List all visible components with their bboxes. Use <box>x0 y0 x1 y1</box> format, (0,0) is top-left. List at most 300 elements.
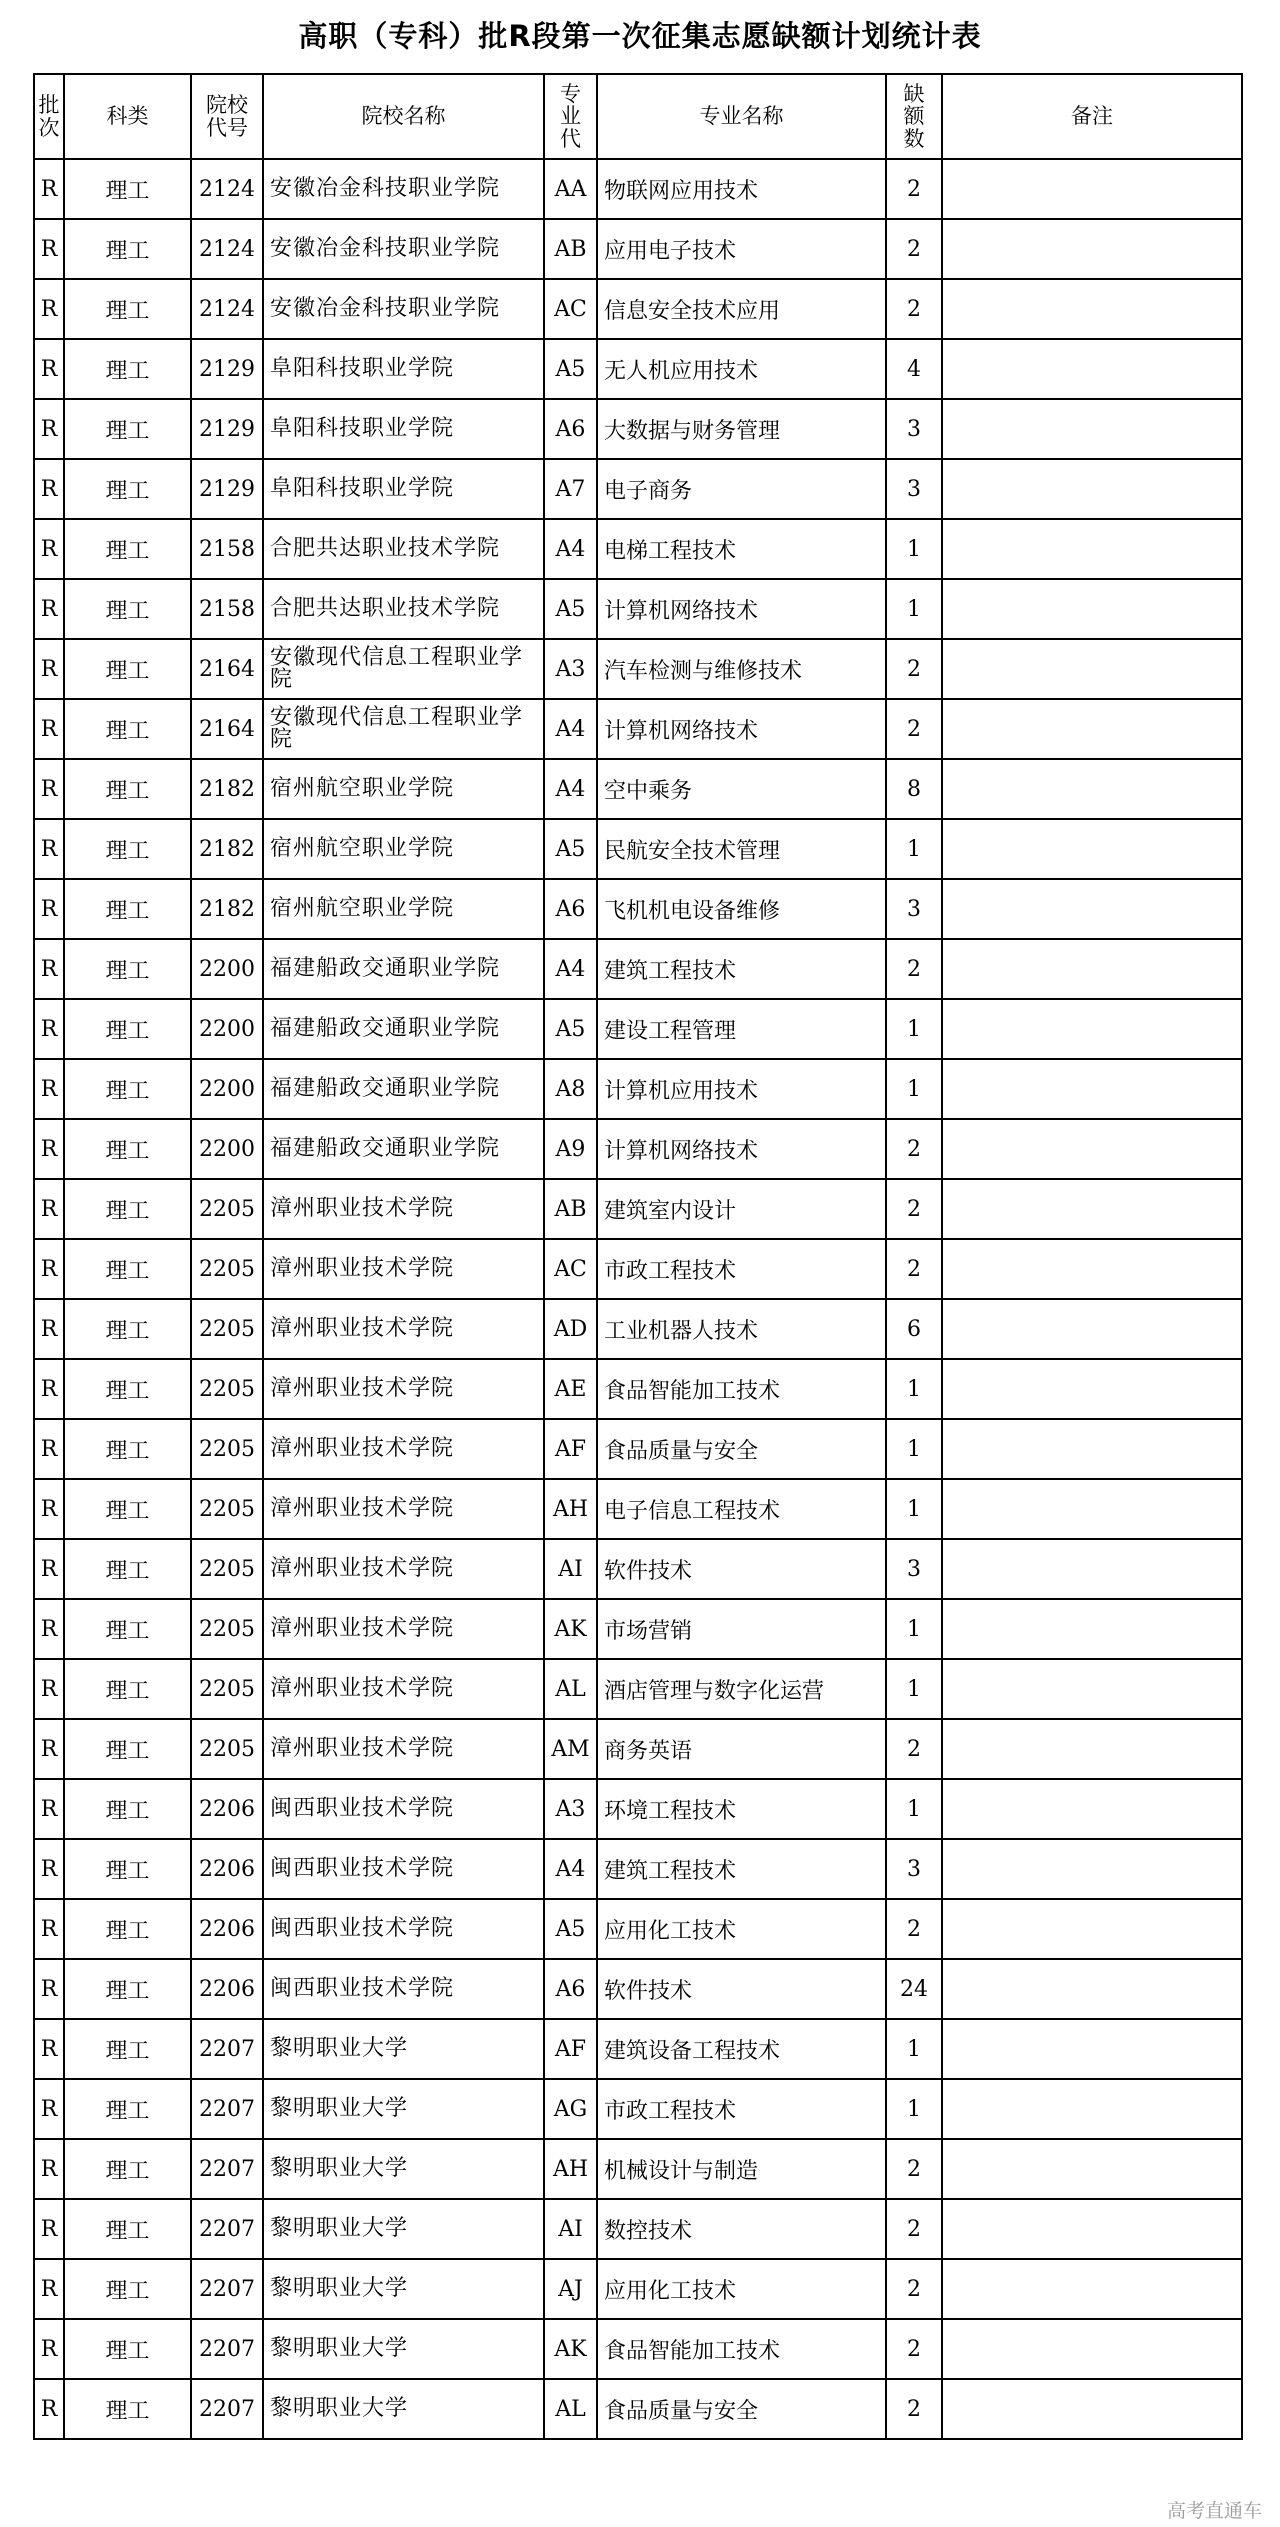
cell-school-code: 2182 <box>191 759 263 819</box>
cell-major-name: 建筑室内设计 <box>597 1179 886 1239</box>
cell-school-name: 福建船政交通职业学院 <box>263 1119 544 1179</box>
cell-batch: R <box>34 2079 64 2139</box>
cell-category: 理工 <box>64 579 191 639</box>
cell-major-code: AL <box>544 2379 597 2439</box>
cell-vacancies: 2 <box>886 2319 942 2379</box>
cell-major-name: 市场营销 <box>597 1599 886 1659</box>
cell-school-name: 漳州职业技术学院 <box>263 1359 544 1419</box>
vacancy-table <box>33 73 1243 2440</box>
cell-major-name: 电子信息工程技术 <box>597 1479 886 1539</box>
cell-major-code: A7 <box>544 459 597 519</box>
cell-school-name: 合肥共达职业技术学院 <box>263 579 544 639</box>
table-row <box>34 1839 1242 1899</box>
cell-major-name: 商务英语 <box>597 1719 886 1779</box>
cell-remarks <box>942 2259 1242 2319</box>
cell-school-name: 合肥共达职业技术学院 <box>263 519 544 579</box>
cell-remarks <box>942 759 1242 819</box>
cell-batch: R <box>34 1299 64 1359</box>
cell-major-code: AK <box>544 2319 597 2379</box>
cell-major-name: 计算机网络技术 <box>597 699 886 759</box>
header-category: 科类 <box>64 74 191 159</box>
header-school-code: 院校 代号 <box>191 74 263 159</box>
cell-school-code: 2205 <box>191 1299 263 1359</box>
cell-major-name: 软件技术 <box>597 1959 886 2019</box>
table-row <box>34 819 1242 879</box>
cell-category: 理工 <box>64 1119 191 1179</box>
cell-school-code: 2200 <box>191 1059 263 1119</box>
cell-school-code: 2129 <box>191 399 263 459</box>
cell-school-name: 闽西职业技术学院 <box>263 1899 544 1959</box>
cell-batch: R <box>34 159 64 219</box>
cell-school-name: 黎明职业大学 <box>263 2319 544 2379</box>
cell-remarks <box>942 399 1242 459</box>
cell-major-code: A9 <box>544 1119 597 1179</box>
cell-vacancies: 4 <box>886 339 942 399</box>
cell-vacancies: 2 <box>886 219 942 279</box>
cell-school-code: 2200 <box>191 999 263 1059</box>
cell-school-name: 宿州航空职业学院 <box>263 879 544 939</box>
cell-major-code: AC <box>544 1239 597 1299</box>
cell-remarks <box>942 519 1242 579</box>
cell-major-name: 酒店管理与数字化运营 <box>597 1659 886 1719</box>
cell-batch: R <box>34 2019 64 2079</box>
cell-category: 理工 <box>64 1059 191 1119</box>
cell-vacancies: 2 <box>886 279 942 339</box>
cell-batch: R <box>34 399 64 459</box>
cell-category: 理工 <box>64 639 191 699</box>
cell-remarks <box>942 819 1242 879</box>
cell-category: 理工 <box>64 699 191 759</box>
cell-batch: R <box>34 459 64 519</box>
cell-batch: R <box>34 819 64 879</box>
cell-batch: R <box>34 1539 64 1599</box>
cell-remarks <box>942 1539 1242 1599</box>
cell-school-name: 黎明职业大学 <box>263 2019 544 2079</box>
cell-major-name: 建筑设备工程技术 <box>597 2019 886 2079</box>
table-row <box>34 579 1242 639</box>
cell-school-name: 漳州职业技术学院 <box>263 1539 544 1599</box>
cell-major-name: 计算机网络技术 <box>597 1119 886 1179</box>
cell-school-code: 2182 <box>191 879 263 939</box>
cell-category: 理工 <box>64 879 191 939</box>
table-row <box>34 1719 1242 1779</box>
cell-school-code: 2129 <box>191 459 263 519</box>
cell-vacancies: 1 <box>886 519 942 579</box>
table-row <box>34 2319 1242 2379</box>
table-row <box>34 699 1242 759</box>
cell-batch: R <box>34 939 64 999</box>
cell-batch: R <box>34 699 64 759</box>
table-row <box>34 879 1242 939</box>
cell-school-code: 2206 <box>191 1899 263 1959</box>
cell-major-name: 计算机应用技术 <box>597 1059 886 1119</box>
cell-batch: R <box>34 279 64 339</box>
cell-category: 理工 <box>64 819 191 879</box>
cell-vacancies: 2 <box>886 2259 942 2319</box>
cell-school-code: 2206 <box>191 1839 263 1899</box>
cell-vacancies: 1 <box>886 999 942 1059</box>
cell-remarks <box>942 1599 1242 1659</box>
cell-major-code: A5 <box>544 339 597 399</box>
cell-remarks <box>942 1719 1242 1779</box>
cell-major-code: AG <box>544 2079 597 2139</box>
cell-major-name: 信息安全技术应用 <box>597 279 886 339</box>
cell-major-name: 电梯工程技术 <box>597 519 886 579</box>
cell-batch: R <box>34 999 64 1059</box>
cell-vacancies: 1 <box>886 2079 942 2139</box>
cell-category: 理工 <box>64 1899 191 1959</box>
cell-vacancies: 1 <box>886 2019 942 2079</box>
cell-vacancies: 2 <box>886 1239 942 1299</box>
header-major-name: 专业名称 <box>597 74 886 159</box>
cell-major-name: 数控技术 <box>597 2199 886 2259</box>
cell-vacancies: 2 <box>886 1899 942 1959</box>
cell-major-code: AH <box>544 1479 597 1539</box>
cell-category: 理工 <box>64 219 191 279</box>
header-school-name: 院校名称 <box>263 74 544 159</box>
cell-category: 理工 <box>64 1719 191 1779</box>
cell-remarks <box>942 459 1242 519</box>
table-row <box>34 1359 1242 1419</box>
cell-remarks <box>942 159 1242 219</box>
cell-vacancies: 3 <box>886 1539 942 1599</box>
cell-school-code: 2205 <box>191 1539 263 1599</box>
cell-remarks <box>942 879 1242 939</box>
cell-vacancies: 24 <box>886 1959 942 2019</box>
cell-school-name: 漳州职业技术学院 <box>263 1239 544 1299</box>
cell-vacancies: 1 <box>886 579 942 639</box>
cell-remarks <box>942 1779 1242 1839</box>
cell-school-code: 2182 <box>191 819 263 879</box>
table-row <box>34 1059 1242 1119</box>
cell-major-code: A4 <box>544 939 597 999</box>
cell-vacancies: 2 <box>886 2379 942 2439</box>
cell-vacancies: 3 <box>886 399 942 459</box>
cell-major-name: 电子商务 <box>597 459 886 519</box>
cell-vacancies: 1 <box>886 819 942 879</box>
cell-category: 理工 <box>64 2379 191 2439</box>
cell-school-name: 漳州职业技术学院 <box>263 1479 544 1539</box>
cell-category: 理工 <box>64 1599 191 1659</box>
cell-major-name: 计算机网络技术 <box>597 579 886 639</box>
cell-school-name: 福建船政交通职业学院 <box>263 999 544 1059</box>
cell-major-name: 软件技术 <box>597 1539 886 1599</box>
cell-vacancies: 2 <box>886 2139 942 2199</box>
cell-remarks <box>942 2019 1242 2079</box>
table-row <box>34 1299 1242 1359</box>
cell-vacancies: 1 <box>886 1059 942 1119</box>
cell-category: 理工 <box>64 1419 191 1479</box>
cell-batch: R <box>34 1659 64 1719</box>
cell-school-code: 2158 <box>191 519 263 579</box>
table-row <box>34 1599 1242 1659</box>
cell-batch: R <box>34 2379 64 2439</box>
cell-category: 理工 <box>64 519 191 579</box>
cell-major-code: AE <box>544 1359 597 1419</box>
cell-remarks <box>942 579 1242 639</box>
cell-school-code: 2200 <box>191 939 263 999</box>
cell-major-code: AD <box>544 1299 597 1359</box>
cell-major-code: AA <box>544 159 597 219</box>
cell-vacancies: 1 <box>886 1359 942 1419</box>
cell-vacancies: 2 <box>886 699 942 759</box>
cell-major-code: A8 <box>544 1059 597 1119</box>
cell-remarks <box>942 699 1242 759</box>
cell-major-code: AB <box>544 219 597 279</box>
cell-major-code: AH <box>544 2139 597 2199</box>
cell-school-code: 2164 <box>191 699 263 759</box>
cell-major-code: A5 <box>544 999 597 1059</box>
cell-school-code: 2164 <box>191 639 263 699</box>
table-row <box>34 1659 1242 1719</box>
cell-school-name: 闽西职业技术学院 <box>263 1779 544 1839</box>
cell-school-name: 漳州职业技术学院 <box>263 1719 544 1779</box>
cell-batch: R <box>34 219 64 279</box>
cell-remarks <box>942 279 1242 339</box>
cell-school-code: 2124 <box>191 219 263 279</box>
cell-school-code: 2200 <box>191 1119 263 1179</box>
table-row <box>34 1539 1242 1599</box>
cell-major-code: AC <box>544 279 597 339</box>
cell-category: 理工 <box>64 1359 191 1419</box>
table-row <box>34 1959 1242 2019</box>
cell-school-code: 2205 <box>191 1659 263 1719</box>
header-vacancies: 缺 额 数 <box>886 74 942 159</box>
cell-school-code: 2158 <box>191 579 263 639</box>
table-row <box>34 759 1242 819</box>
cell-remarks <box>942 2079 1242 2139</box>
cell-major-code: AI <box>544 2199 597 2259</box>
cell-remarks <box>942 1659 1242 1719</box>
cell-batch: R <box>34 339 64 399</box>
cell-remarks <box>942 999 1242 1059</box>
cell-remarks <box>942 339 1242 399</box>
table-row <box>34 999 1242 1059</box>
cell-batch: R <box>34 1419 64 1479</box>
cell-major-name: 物联网应用技术 <box>597 159 886 219</box>
cell-school-name: 黎明职业大学 <box>263 2379 544 2439</box>
cell-major-name: 食品智能加工技术 <box>597 2319 886 2379</box>
cell-school-code: 2205 <box>191 1599 263 1659</box>
cell-batch: R <box>34 879 64 939</box>
cell-school-name: 闽西职业技术学院 <box>263 1959 544 2019</box>
table-row <box>34 639 1242 699</box>
cell-batch: R <box>34 1179 64 1239</box>
page-title: 高职（专科）批R段第一次征集志愿缺额计划统计表 <box>298 19 982 53</box>
cell-school-name: 漳州职业技术学院 <box>263 1419 544 1479</box>
cell-major-code: A6 <box>544 399 597 459</box>
table-row <box>34 159 1242 219</box>
cell-vacancies: 8 <box>886 759 942 819</box>
cell-major-code: A6 <box>544 879 597 939</box>
cell-vacancies: 1 <box>886 1659 942 1719</box>
cell-major-name: 工业机器人技术 <box>597 1299 886 1359</box>
cell-vacancies: 1 <box>886 1599 942 1659</box>
cell-major-name: 飞机机电设备维修 <box>597 879 886 939</box>
cell-major-name: 建筑工程技术 <box>597 1839 886 1899</box>
cell-school-code: 2205 <box>191 1239 263 1299</box>
cell-major-code: AM <box>544 1719 597 1779</box>
table-row <box>34 2079 1242 2139</box>
cell-major-name: 建设工程管理 <box>597 999 886 1059</box>
cell-batch: R <box>34 759 64 819</box>
cell-major-name: 大数据与财务管理 <box>597 399 886 459</box>
header-batch: 批 次 <box>34 74 64 159</box>
cell-category: 理工 <box>64 2139 191 2199</box>
cell-batch: R <box>34 1479 64 1539</box>
cell-major-code: A5 <box>544 579 597 639</box>
cell-category: 理工 <box>64 1479 191 1539</box>
cell-category: 理工 <box>64 159 191 219</box>
cell-category: 理工 <box>64 2019 191 2079</box>
table-row <box>34 2139 1242 2199</box>
cell-batch: R <box>34 1119 64 1179</box>
cell-school-code: 2206 <box>191 1779 263 1839</box>
cell-major-code: AB <box>544 1179 597 1239</box>
cell-remarks <box>942 2139 1242 2199</box>
cell-school-name: 安徽现代信息工程职业学院 <box>263 639 544 699</box>
cell-category: 理工 <box>64 1959 191 2019</box>
cell-vacancies: 1 <box>886 1779 942 1839</box>
cell-school-name: 漳州职业技术学院 <box>263 1599 544 1659</box>
cell-school-code: 2207 <box>191 2139 263 2199</box>
cell-remarks <box>942 1119 1242 1179</box>
cell-school-name: 阜阳科技职业学院 <box>263 399 544 459</box>
cell-school-name: 宿州航空职业学院 <box>263 819 544 879</box>
cell-category: 理工 <box>64 399 191 459</box>
table-row <box>34 2199 1242 2259</box>
cell-remarks <box>942 1059 1242 1119</box>
cell-major-name: 市政工程技术 <box>597 2079 886 2139</box>
table-row <box>34 2379 1242 2439</box>
cell-batch: R <box>34 1779 64 1839</box>
cell-batch: R <box>34 2259 64 2319</box>
cell-remarks <box>942 639 1242 699</box>
cell-school-name: 阜阳科技职业学院 <box>263 339 544 399</box>
cell-school-code: 2129 <box>191 339 263 399</box>
cell-batch: R <box>34 1599 64 1659</box>
cell-school-name: 黎明职业大学 <box>263 2079 544 2139</box>
cell-batch: R <box>34 1359 64 1419</box>
table-row <box>34 1479 1242 1539</box>
cell-major-code: AK <box>544 1599 597 1659</box>
table-row <box>34 399 1242 459</box>
cell-category: 理工 <box>64 2319 191 2379</box>
cell-major-code: A4 <box>544 759 597 819</box>
header-remarks: 备注 <box>942 74 1242 159</box>
cell-batch: R <box>34 639 64 699</box>
cell-major-name: 机械设计与制造 <box>597 2139 886 2199</box>
cell-batch: R <box>34 519 64 579</box>
cell-vacancies: 3 <box>886 459 942 519</box>
cell-school-name: 阜阳科技职业学院 <box>263 459 544 519</box>
cell-school-code: 2124 <box>191 159 263 219</box>
cell-school-code: 2207 <box>191 2319 263 2379</box>
cell-remarks <box>942 1299 1242 1359</box>
cell-school-name: 漳州职业技术学院 <box>263 1179 544 1239</box>
cell-category: 理工 <box>64 1239 191 1299</box>
cell-school-name: 黎明职业大学 <box>263 2139 544 2199</box>
cell-batch: R <box>34 2319 64 2379</box>
cell-category: 理工 <box>64 2199 191 2259</box>
cell-vacancies: 1 <box>886 1479 942 1539</box>
cell-school-code: 2207 <box>191 2079 263 2139</box>
cell-major-code: A4 <box>544 1839 597 1899</box>
cell-batch: R <box>34 2199 64 2259</box>
cell-remarks <box>942 2199 1242 2259</box>
cell-major-name: 食品智能加工技术 <box>597 1359 886 1419</box>
cell-school-name: 漳州职业技术学院 <box>263 1659 544 1719</box>
cell-remarks <box>942 1839 1242 1899</box>
table-row <box>34 519 1242 579</box>
cell-batch: R <box>34 1839 64 1899</box>
cell-school-name: 安徽冶金科技职业学院 <box>263 159 544 219</box>
cell-major-name: 应用电子技术 <box>597 219 886 279</box>
cell-category: 理工 <box>64 939 191 999</box>
cell-remarks <box>942 1239 1242 1299</box>
cell-batch: R <box>34 1059 64 1119</box>
cell-category: 理工 <box>64 1839 191 1899</box>
table-row <box>34 1899 1242 1959</box>
cell-category: 理工 <box>64 1779 191 1839</box>
cell-major-name: 应用化工技术 <box>597 2259 886 2319</box>
cell-school-name: 闽西职业技术学院 <box>263 1839 544 1899</box>
cell-school-code: 2205 <box>191 1419 263 1479</box>
cell-major-code: AF <box>544 2019 597 2079</box>
table-row <box>34 1119 1242 1179</box>
cell-remarks <box>942 1959 1242 2019</box>
cell-vacancies: 6 <box>886 1299 942 1359</box>
cell-school-code: 2124 <box>191 279 263 339</box>
table-row <box>34 2019 1242 2079</box>
cell-school-name: 黎明职业大学 <box>263 2259 544 2319</box>
cell-remarks <box>942 1479 1242 1539</box>
cell-school-code: 2207 <box>191 2379 263 2439</box>
cell-category: 理工 <box>64 459 191 519</box>
cell-batch: R <box>34 2139 64 2199</box>
cell-category: 理工 <box>64 1299 191 1359</box>
cell-school-name: 安徽现代信息工程职业学院 <box>263 699 544 759</box>
table-row <box>34 1779 1242 1839</box>
cell-category: 理工 <box>64 759 191 819</box>
cell-major-name: 建筑工程技术 <box>597 939 886 999</box>
table-row <box>34 1239 1242 1299</box>
cell-school-name: 安徽冶金科技职业学院 <box>263 219 544 279</box>
cell-school-name: 福建船政交通职业学院 <box>263 1059 544 1119</box>
cell-batch: R <box>34 1899 64 1959</box>
table-row <box>34 939 1242 999</box>
cell-major-name: 应用化工技术 <box>597 1899 886 1959</box>
cell-major-code: AL <box>544 1659 597 1719</box>
cell-school-name: 漳州职业技术学院 <box>263 1299 544 1359</box>
cell-vacancies: 2 <box>886 939 942 999</box>
cell-major-name: 民航安全技术管理 <box>597 819 886 879</box>
cell-category: 理工 <box>64 279 191 339</box>
cell-remarks <box>942 1899 1242 1959</box>
cell-vacancies: 2 <box>886 1119 942 1179</box>
cell-remarks <box>942 1359 1242 1419</box>
cell-vacancies: 2 <box>886 159 942 219</box>
cell-school-code: 2205 <box>191 1359 263 1419</box>
table-row <box>34 2259 1242 2319</box>
cell-major-name: 环境工程技术 <box>597 1779 886 1839</box>
table-row <box>34 459 1242 519</box>
cell-major-code: A5 <box>544 1899 597 1959</box>
cell-category: 理工 <box>64 1179 191 1239</box>
cell-major-code: AF <box>544 1419 597 1479</box>
cell-major-code: A4 <box>544 699 597 759</box>
cell-batch: R <box>34 579 64 639</box>
